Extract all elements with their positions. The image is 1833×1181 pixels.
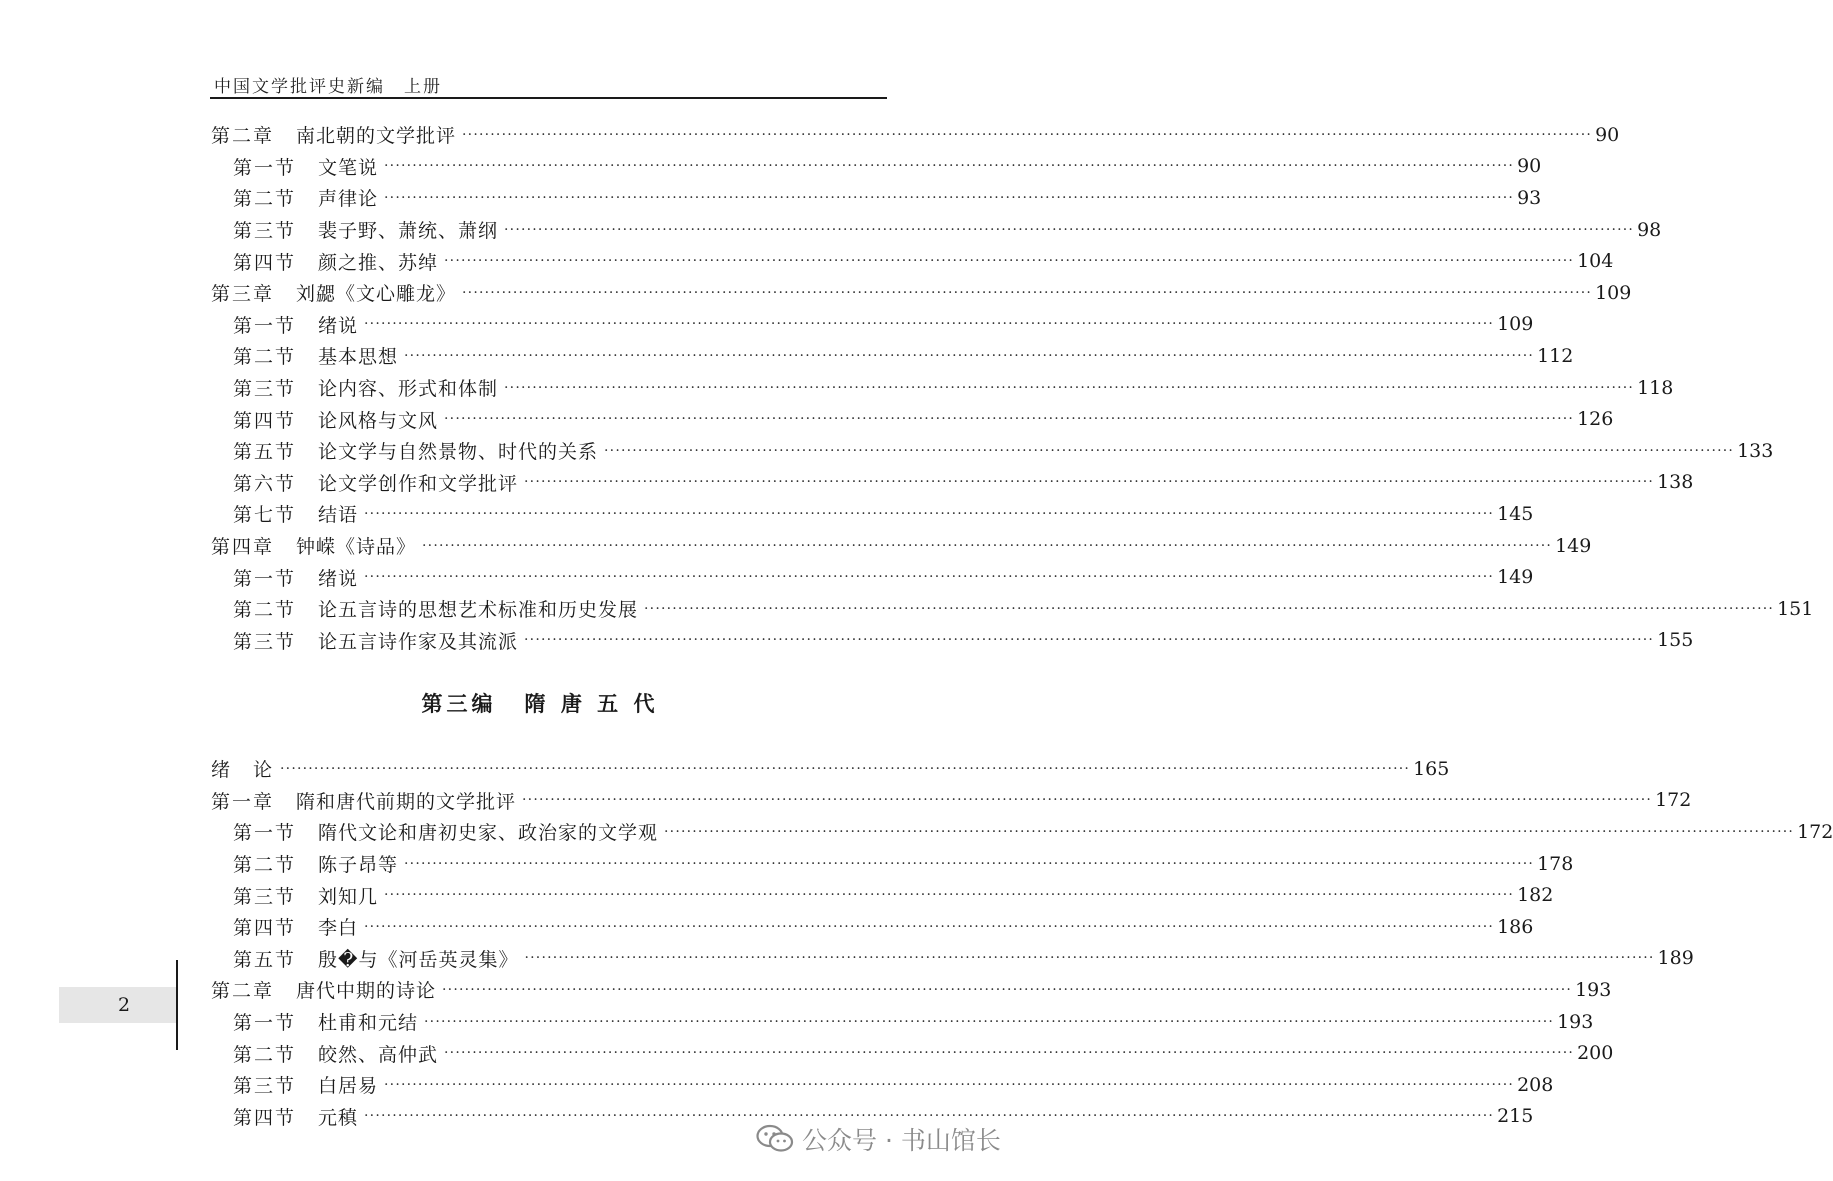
toc-label: 第二节 — [233, 188, 297, 211]
toc-page-number: 151 — [1777, 597, 1814, 620]
toc-section-row[interactable] — [211, 911, 1534, 943]
toc-title: 结语 — [318, 504, 359, 527]
toc-label: 第一节 — [233, 1012, 297, 1035]
toc-intro-row[interactable] — [211, 753, 1450, 785]
watermark-text: 公众号 · 书山馆长 — [802, 1126, 1001, 1155]
toc-page-number: 112 — [1537, 344, 1574, 367]
toc-title: 刘知几 — [318, 885, 379, 908]
toc-leader-dots: ········································································································································································································ — [524, 632, 1655, 649]
toc-title: 殷�与《河岳英灵集》 — [318, 948, 519, 971]
toc-list-top — [211, 119, 1814, 656]
toc-list-bottom — [211, 753, 1833, 1132]
toc-title: 刘勰《文心雕龙》 — [296, 283, 457, 306]
wechat-icon — [756, 1124, 794, 1154]
toc-chapter-row[interactable] — [211, 277, 1632, 309]
toc-title: 基本思想 — [318, 346, 399, 369]
toc-title: 白居易 — [318, 1075, 379, 1098]
toc-label: 第四节 — [233, 409, 297, 432]
toc-title: 论文学创作和文学批评 — [318, 472, 519, 495]
toc-label: 第三节 — [233, 630, 297, 653]
toc-label: 第二节 — [233, 1043, 297, 1066]
toc-label: 绪 论 — [211, 759, 275, 782]
toc-label: 第四节 — [233, 251, 297, 274]
toc-section-row[interactable] — [211, 943, 1694, 975]
toc-page-number: 98 — [1637, 218, 1662, 241]
toc-section-row[interactable] — [211, 1069, 1554, 1101]
toc-section-row[interactable] — [211, 561, 1534, 593]
toc-section-row[interactable] — [211, 340, 1574, 372]
toc-section-row[interactable] — [211, 593, 1814, 625]
toc-page-number: 145 — [1497, 502, 1534, 525]
toc-label: 第一节 — [233, 314, 297, 337]
toc-section-row[interactable] — [211, 403, 1614, 435]
toc-chapter-row[interactable] — [211, 119, 1620, 151]
toc-page-number: 109 — [1595, 281, 1632, 304]
toc-label: 第二节 — [233, 854, 297, 877]
toc-page-number: 93 — [1517, 186, 1542, 209]
toc-page-number: 138 — [1657, 471, 1694, 494]
toc-page-number: 118 — [1637, 376, 1674, 399]
toc-page-number: 90 — [1595, 123, 1620, 146]
toc-leader-dots: ········································································································································································································ — [364, 1108, 1495, 1125]
toc-section-row[interactable] — [211, 435, 1774, 467]
toc-leader-dots: ········································································································································································································ — [404, 347, 1535, 364]
toc-page-number: 149 — [1497, 566, 1534, 589]
toc-page-number: 208 — [1517, 1073, 1554, 1096]
toc-section-row[interactable] — [211, 214, 1662, 246]
toc-label: 第七节 — [233, 504, 297, 527]
part-title-label: 第三编 — [421, 692, 497, 716]
toc-page-number: 193 — [1557, 1010, 1594, 1033]
toc-leader-dots: ········································································································································································································ — [444, 411, 1575, 428]
toc-section-row[interactable] — [211, 879, 1554, 911]
toc-leader-dots: ········································································································································································································ — [280, 760, 1411, 777]
toc-leader-dots: ········································································································································································································ — [444, 253, 1575, 270]
toc-section-row[interactable] — [211, 182, 1542, 214]
toc-label: 第三节 — [233, 220, 297, 243]
toc-leader-dots: ········································································································································································································ — [364, 316, 1495, 333]
toc-leader-dots: ········································································································································································································ — [462, 126, 1593, 143]
toc-page-number: 109 — [1497, 313, 1534, 336]
running-header: 中国文学批评史新编 上册 — [214, 77, 442, 97]
toc-label: 第三节 — [233, 378, 297, 401]
toc-title: 裴子野、萧统、萧纲 — [318, 220, 499, 243]
header-rule — [210, 97, 887, 99]
toc-leader-dots: ········································································································································································································ — [522, 792, 1653, 809]
toc-section-row[interactable] — [211, 467, 1694, 499]
toc-label: 第二节 — [233, 599, 297, 622]
toc-leader-dots: ········································································································································································································ — [444, 1045, 1575, 1062]
toc-chapter-row[interactable] — [211, 530, 1592, 562]
toc-title: 唐代中期的诗论 — [296, 980, 437, 1003]
toc-label: 第三章 — [211, 283, 275, 306]
toc-leader-dots: ········································································································································································································ — [462, 284, 1593, 301]
toc-leader-dots: ········································································································································································································ — [604, 442, 1735, 459]
toc-label: 第一节 — [233, 567, 297, 590]
toc-label: 第五节 — [233, 948, 297, 971]
toc-page-number: 165 — [1413, 757, 1450, 780]
toc-page-number: 104 — [1577, 250, 1614, 273]
toc-page-number: 172 — [1797, 820, 1833, 843]
toc-section-row[interactable] — [211, 1006, 1594, 1038]
toc-title: 李白 — [318, 917, 359, 940]
toc-title: 文笔说 — [318, 156, 379, 179]
toc-label: 第一节 — [233, 822, 297, 845]
toc-leader-dots: ········································································································································································································ — [364, 569, 1495, 586]
toc-chapter-row[interactable] — [211, 785, 1692, 817]
toc-title: 颜之推、苏绰 — [318, 251, 439, 274]
toc-page-number: 186 — [1497, 915, 1534, 938]
toc-page-number: 189 — [1657, 947, 1694, 970]
toc-label: 第二章 — [211, 980, 275, 1003]
toc-title: 隋和唐代前期的文学批评 — [296, 790, 517, 813]
toc-label: 第四节 — [233, 917, 297, 940]
toc-leader-dots: ········································································································································································································ — [384, 887, 1515, 904]
toc-page-number: 155 — [1657, 629, 1694, 652]
toc-title: 论文学与自然景物、时代的关系 — [318, 441, 599, 464]
toc-leader-dots: ········································································································································································································ — [404, 855, 1535, 872]
toc-title: 论内容、形式和体制 — [318, 378, 499, 401]
toc-page-number: 200 — [1577, 1042, 1614, 1065]
toc-leader-dots: ········································································································································································································ — [422, 537, 1553, 554]
toc-label: 第二章 — [211, 125, 275, 148]
toc-page-number: 133 — [1737, 439, 1774, 462]
page-number-rule — [176, 960, 178, 1050]
toc-label: 第四节 — [233, 1106, 297, 1129]
toc-chapter-row[interactable] — [211, 974, 1612, 1006]
toc-leader-dots: ········································································································································································································ — [384, 158, 1515, 175]
toc-title: 元稹 — [318, 1106, 359, 1129]
toc-leader-dots: ········································································································································································································ — [384, 189, 1515, 206]
toc-leader-dots: ········································································································································································································ — [504, 221, 1635, 238]
toc-leader-dots: ········································································································································································································ — [384, 1076, 1515, 1093]
toc-label: 第二节 — [233, 346, 297, 369]
toc-label: 第一节 — [233, 156, 297, 179]
toc-section-row[interactable] — [211, 151, 1542, 183]
toc-section-row[interactable] — [211, 625, 1694, 657]
toc-page-number: 178 — [1537, 852, 1574, 875]
toc-label: 第一章 — [211, 790, 275, 813]
toc-page-number: 126 — [1577, 408, 1614, 431]
toc-title: 陈子昂等 — [318, 854, 399, 877]
toc-title: 论五言诗的思想艺术标准和历史发展 — [318, 599, 639, 622]
toc-title: 杜甫和元结 — [318, 1012, 419, 1035]
toc-leader-dots: ········································································································································································································ — [504, 379, 1635, 396]
toc-leader-dots: ········································································································································································································ — [644, 600, 1775, 617]
toc-page-number: 149 — [1555, 534, 1592, 557]
toc-label: 第三节 — [233, 1075, 297, 1098]
watermark — [756, 1122, 1001, 1156]
toc-label: 第三节 — [233, 885, 297, 908]
toc-section-row[interactable] — [211, 245, 1614, 277]
toc-title: 钟嵘《诗品》 — [296, 536, 417, 559]
toc-page-number: 193 — [1575, 978, 1612, 1001]
toc-leader-dots: ········································································································································································································ — [524, 474, 1655, 491]
toc-title: 绪说 — [318, 567, 359, 590]
toc-title: 论五言诗作家及其流派 — [318, 630, 519, 653]
toc-label: 第四章 — [211, 536, 275, 559]
toc-leader-dots: ········································································································································································································ — [424, 1013, 1555, 1030]
toc-page-number: 215 — [1497, 1105, 1534, 1128]
toc-title: 隋代文论和唐初史家、政治家的文学观 — [318, 822, 659, 845]
toc-section-row[interactable] — [211, 498, 1534, 530]
toc-leader-dots: ········································································································································································································ — [364, 505, 1495, 522]
toc-label: 第六节 — [233, 472, 297, 495]
toc-title: 皎然、高仲武 — [318, 1043, 439, 1066]
toc-section-row[interactable] — [211, 816, 1833, 848]
toc-leader-dots: ········································································································································································································ — [524, 950, 1655, 967]
toc-leader-dots: ········································································································································································································ — [664, 823, 1795, 840]
toc-title: 绪说 — [318, 314, 359, 337]
toc-section-row[interactable] — [211, 848, 1574, 880]
toc-section-row[interactable] — [211, 1037, 1614, 1069]
toc-page-number: 172 — [1655, 789, 1692, 812]
toc-leader-dots: ········································································································································································································ — [442, 981, 1573, 998]
toc-label: 第五节 — [233, 441, 297, 464]
toc-leader-dots: ········································································································································································································ — [364, 918, 1495, 935]
part-title-text: 隋 唐 五 代 — [524, 692, 659, 716]
toc-section-row[interactable] — [211, 309, 1534, 341]
toc-page-number: 182 — [1517, 884, 1554, 907]
toc-section-row[interactable] — [211, 372, 1674, 404]
page-number: 2 — [118, 994, 131, 1016]
toc-title: 论风格与文风 — [318, 409, 439, 432]
toc-title: 声律论 — [318, 188, 379, 211]
toc-page-number: 90 — [1517, 155, 1542, 178]
toc-title: 南北朝的文学批评 — [296, 125, 457, 148]
part-title — [0, 688, 1080, 718]
